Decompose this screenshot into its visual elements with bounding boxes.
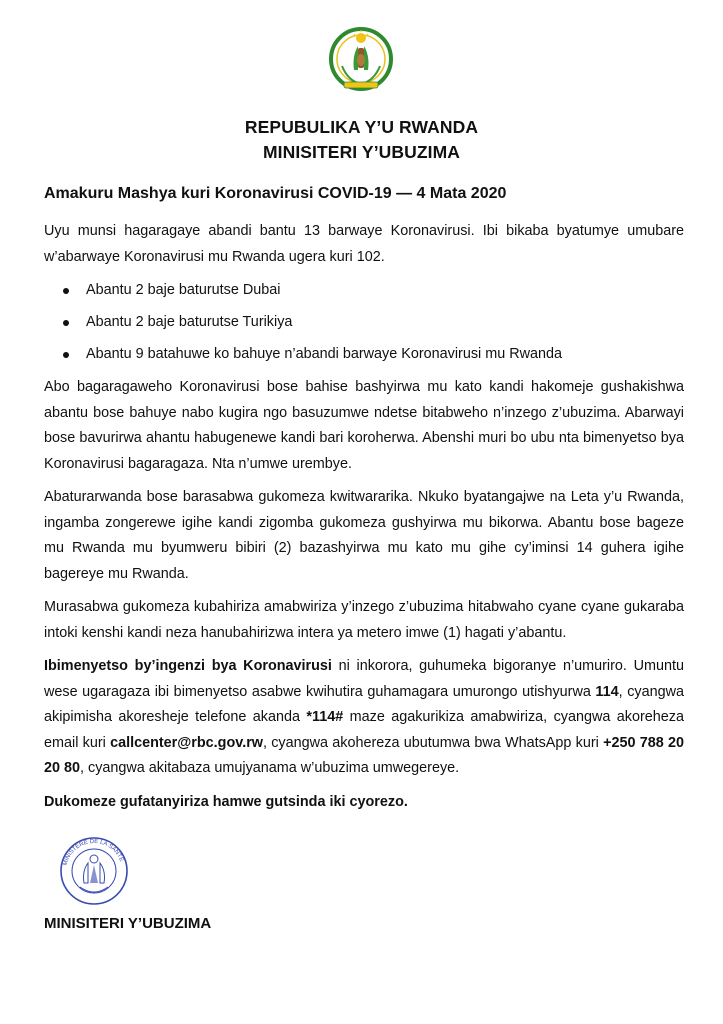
stamp-text: MINISTERE DE LA SANTE <box>62 838 125 867</box>
symptoms-heading: Ibimenyetso by’ingenzi bya Koronavirusi <box>44 658 332 674</box>
list-item: Abantu 2 baje baturutse Dubai <box>44 278 684 303</box>
ministry-name: MINISITERI Y’UBUZIMA <box>262 142 461 162</box>
svg-text:MINISTERE DE LA SANTE <box>63 839 125 866</box>
ministry-stamp-icon <box>44 835 144 907</box>
list-item: Abantu 9 batahuwe ko bahuye n’abandi barwaye Koronavirusi mu Rwanda <box>44 342 684 367</box>
whatsapp-number: +250 788 20 20 80 <box>44 734 684 776</box>
page-title: Amakuru Mashya kuri Koronavirusi COVID-19 — 4 Mata 2020 <box>44 185 507 202</box>
bullet-icon <box>63 288 69 294</box>
hygiene-paragraph: Murasabwa gukomeza kubahiriza amabwiriza y’inzego z’ubuzima hitabwaho cyane cyane gukaraba intoki kenshi kandi neza hanubahirizwa intera ya metero imwe (1) hagati y’abantu. <box>44 599 684 641</box>
isolation-paragraph: Abo bagaragaweho Koronavirusi bose bahise bashyirwa mu kato kandi hakomeje gushakishwa abantu bose bahuye nabo kugira ngo basuzumwe ndetse bitabweho n’inzego z’ubuzima. Abarwayi bose bavurirwa ahantu habugenewe kandi bari koroherwa. Abenshi muri bo ubu nta bimenyetso bya Koronavirusi bagaragaza. Nta n’umwe urembye. <box>44 379 684 472</box>
symptoms-paragraph: Ibimenyetso by’ingenzi bya Koronavirusi ni inkorora, guhumeka bigoranye n’umuriro. Umuntu wese ugaragaza ibi bimenyetso asabwe kwihutira guhamagara umurongo utishyurwa 114, cyangwa akipimisha akoresheje telefone akanda *114# maze agakurikiza amabwiriza, cyangwa akoreheza email kuri callcenter@rbc.gov.rw, cyangwa akohereza ubutumwa bwa WhatsApp kuri +250 788 20 20 80, cyangwa akitabaza umujyanama w’ubuzima umwegereye. <box>44 658 684 776</box>
intro-paragraph: Uyu munsi hagaragaye abandi bantu 13 barwaye Koronavirusi. Ibi bikaba byatumye umubare w’abarwaye Koronavirusi mu Rwanda ugera kuri 102. <box>44 223 684 265</box>
signoff-ministry: MINISITERI Y’UBUZIMA <box>44 915 212 932</box>
letter-body <box>44 219 684 823</box>
toll-free-number: 114 <box>595 683 619 700</box>
rwanda-coat-of-arms-icon <box>328 26 394 96</box>
bullet-icon <box>63 320 69 326</box>
ussd-code: *114# <box>306 709 344 725</box>
closing-statement: Dukomeze gufatanyiriza hamwe gutsinda iki cyorezo. <box>44 793 408 810</box>
bullet-icon <box>63 352 69 358</box>
list-item: Abantu 2 baje baturutse Turikiya <box>44 310 684 335</box>
case-breakdown-list <box>44 278 684 367</box>
letter-header <box>0 115 723 165</box>
contact-email: callcenter@rbc.gov.rw <box>110 734 263 751</box>
measures-paragraph: Abaturarwanda bose barasabwa gukomeza kwitwararika. Nkuko byatangajwe na Leta y’u Rwanda, ingamba zongerewe igihe kandi zigomba gukomeza gushyirwa mu bikorwa. Abantu bose bageze mu Rwanda mu byumweru bibiri (2) bazashyirwa mu kato mu gihe cy’iminsi 14 guhera igihe bagereye mu Rwanda. <box>44 489 684 582</box>
republic-name: REPUBULIKA Y’U RWANDA <box>244 117 479 137</box>
